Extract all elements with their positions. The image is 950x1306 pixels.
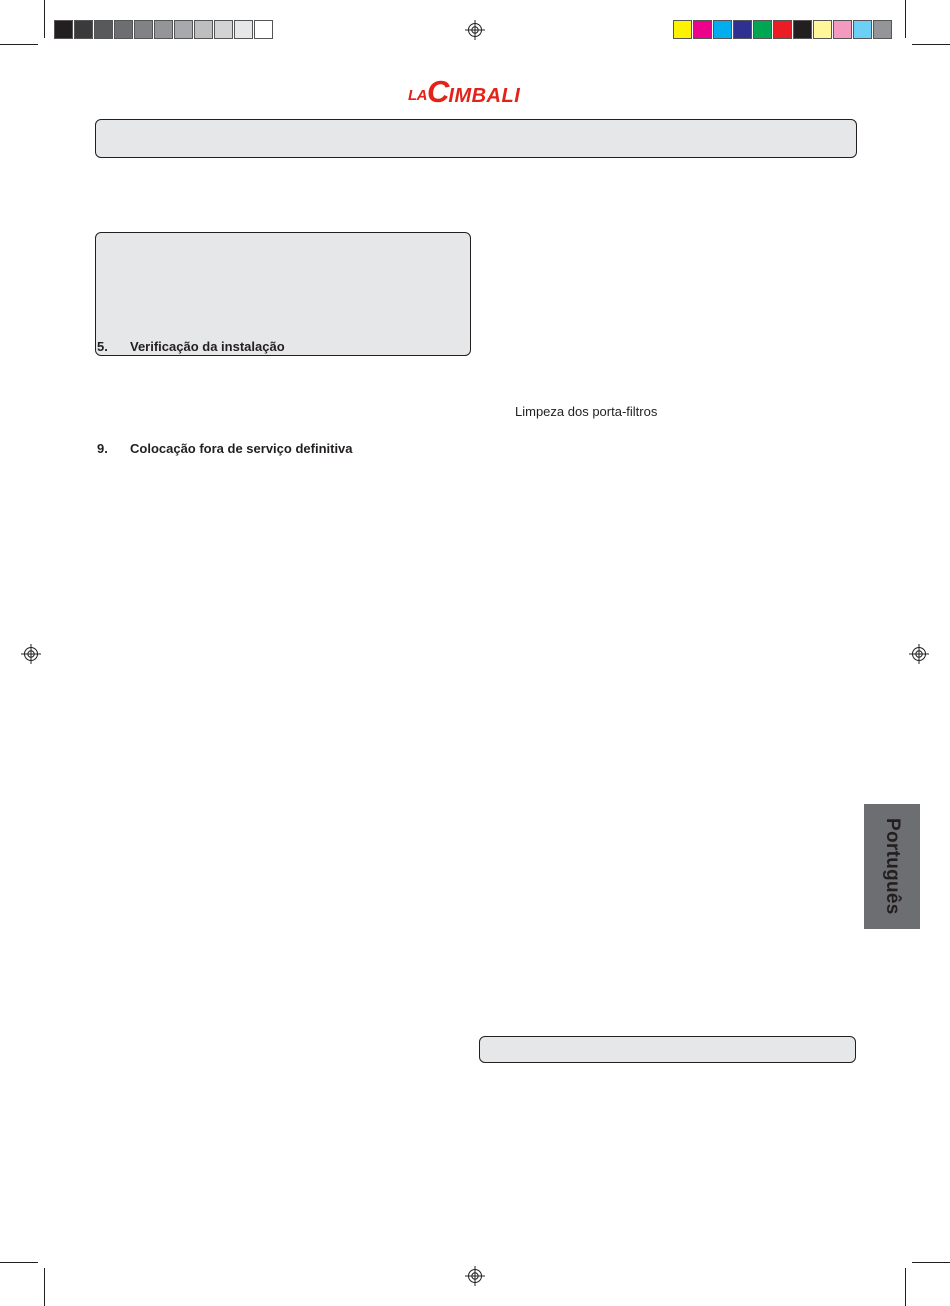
registration-mark-icon (465, 20, 485, 40)
grayscale-swatch (94, 20, 113, 39)
process-color-bar (673, 20, 893, 40)
grayscale-swatch (134, 20, 153, 39)
brand-logo-rest: IMBALI (448, 85, 521, 107)
process-color-swatch (693, 20, 712, 39)
toc-item-porta-filtros: Limpeza dos porta-filtros (515, 404, 658, 419)
crop-mark (912, 44, 950, 45)
toc-item-5-number: 5. (97, 339, 108, 354)
grayscale-color-bar (54, 20, 274, 40)
toc-item-5-title: Verificação da instalação (130, 339, 285, 354)
brand-logo (408, 74, 548, 109)
crop-mark (905, 1268, 906, 1306)
process-color-swatch (673, 20, 692, 39)
registration-mark-icon (465, 1266, 485, 1286)
grayscale-swatch (254, 20, 273, 39)
contents-panel (95, 232, 471, 356)
crop-mark (44, 1268, 45, 1306)
footer-banner (479, 1036, 856, 1063)
crop-mark (44, 0, 45, 38)
process-color-swatch (853, 20, 872, 39)
process-color-swatch (833, 20, 852, 39)
brand-logo-initial: C (427, 74, 449, 109)
crop-mark (0, 44, 38, 45)
process-color-swatch (813, 20, 832, 39)
process-color-swatch (773, 20, 792, 39)
crop-mark (905, 0, 906, 38)
grayscale-swatch (174, 20, 193, 39)
crop-mark (0, 1262, 38, 1263)
grayscale-swatch (74, 20, 93, 39)
grayscale-swatch (214, 20, 233, 39)
language-tab-label: Português (882, 818, 903, 915)
grayscale-swatch (194, 20, 213, 39)
toc-item-9 (97, 441, 353, 456)
grayscale-swatch (154, 20, 173, 39)
toc-item-9-title: Colocação fora de serviço definitiva (130, 441, 353, 456)
title-banner (95, 119, 857, 158)
grayscale-swatch (114, 20, 133, 39)
process-color-swatch (753, 20, 772, 39)
process-color-swatch (793, 20, 812, 39)
language-tab (864, 804, 920, 929)
registration-mark-icon (21, 644, 41, 664)
grayscale-swatch (234, 20, 253, 39)
registration-mark-icon (909, 644, 929, 664)
brand-logo-prefix: LA (408, 87, 427, 104)
crop-mark (912, 1262, 950, 1263)
process-color-swatch (733, 20, 752, 39)
process-color-swatch (873, 20, 892, 39)
toc-item-5 (97, 339, 285, 354)
process-color-swatch (713, 20, 732, 39)
grayscale-swatch (54, 20, 73, 39)
toc-item-9-number: 9. (97, 441, 108, 456)
